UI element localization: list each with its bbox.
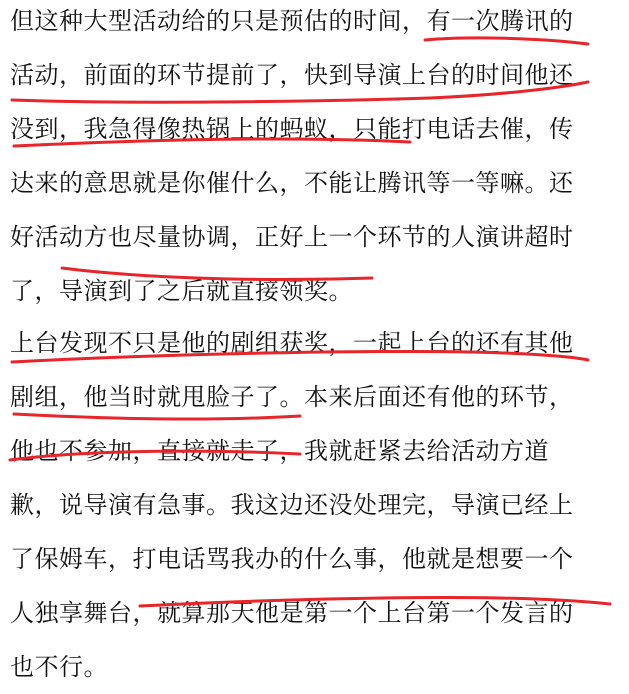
paragraph-2 xyxy=(10,316,620,694)
text-line: 人独享舞台，就算那天他是第一个上台第一个发言的 xyxy=(10,599,574,627)
text-line: 达来的意思就是你催什么，不能让腾讯等一等嘛。还 xyxy=(10,169,574,197)
text-line: 他也不参加，直接就走了，我就赶紧去给活动方道 xyxy=(10,437,549,465)
text-line: 也不行。 xyxy=(10,653,108,681)
paragraph-1 xyxy=(10,0,620,318)
text-line: 剧组，他当时就甩脸子了。本来后面还有他的环节， xyxy=(10,383,574,411)
text-line: 了保姆车，打电话骂我办的什么事，他就是想要一个 xyxy=(10,545,574,573)
text-line: 没到，我急得像热锅上的蚂蚁，只能打电话去催，传 xyxy=(10,115,574,143)
text-line: 上台发现不只是他的剧组获奖，一起上台的还有其他 xyxy=(10,329,574,357)
text-line: 活动，前面的环节提前了，快到导演上台的时间他还 xyxy=(10,61,574,89)
text-line: 了，导演到了之后就直接领奖。 xyxy=(10,277,353,305)
text-line: 歉，说导演有急事。我这边还没处理完，导演已经上 xyxy=(10,491,574,519)
text-line: 好活动方也尽量协调，正好上一个环节的人演讲超时 xyxy=(10,223,574,251)
text-line: 但这种大型活动给的只是预估的时间，有一次腾讯的 xyxy=(10,7,574,35)
